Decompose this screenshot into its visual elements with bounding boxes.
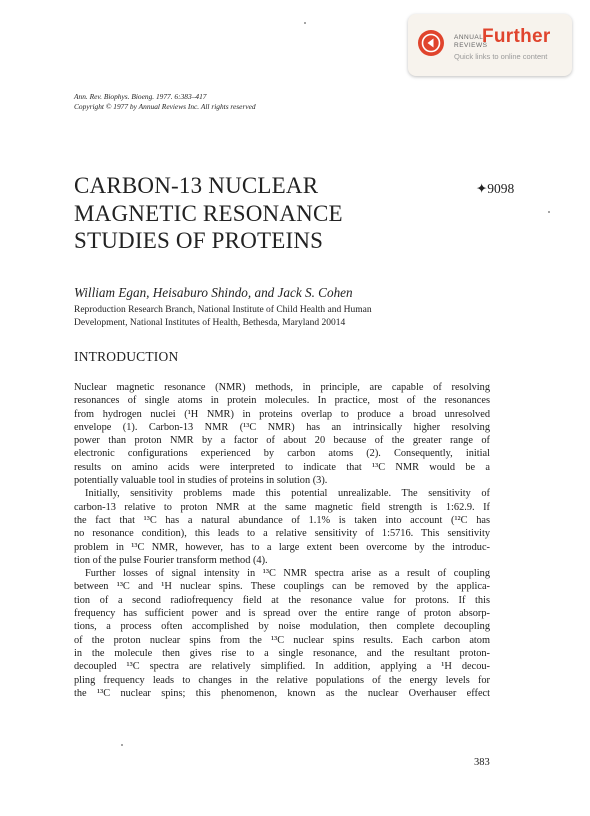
- body-line: resonances of single atoms in protein molecules. In practice, most of the resonances: [74, 395, 490, 407]
- affiliation-line: Development, National Institutes of Health, Bethesda, Maryland 20014: [74, 318, 346, 328]
- affiliation-line: Reproduction Research Branch, National Institute of Child Health and Human: [74, 305, 372, 315]
- body-line: frequency has sufficient power and is spread over the entire range of proton absorp-: [74, 608, 490, 620]
- article-title: [74, 172, 404, 255]
- body-line: no resonance condition), this leads to a relative sensitivity of 1:5716. This sensitivity: [74, 528, 490, 540]
- title-line: MAGNETIC RESONANCE: [74, 200, 343, 226]
- body-line: of the proton nuclear spins from the ¹³C nuclear spins results. Each carbon atom: [74, 634, 490, 646]
- body-line: the ¹³C nuclear spins; this phenomenon, known as the nuclear Overhauser effect: [74, 687, 490, 699]
- body-line: electronic configurations experienced by carbon atoms (2). Consequently, initial: [74, 448, 490, 460]
- further-label: Further: [482, 26, 551, 47]
- annual-reviews-further-banner[interactable]: [408, 14, 572, 76]
- body-line: decoupled ¹³C spectra are relatively simplified. In addition, applying a ¹H decou-: [74, 661, 490, 673]
- quick-links-label: Quick links to online content: [454, 52, 548, 61]
- annual-label: ANNUAL: [454, 34, 484, 41]
- body-line: tion of a second radiofrequency field at the resonance value for protons. If this: [74, 594, 490, 606]
- body-line: problem in ¹³C NMR, however, has to a large extent been overcome by the introduc-: [74, 541, 490, 553]
- body-line: in the molecule then gives rise to a single resonance, and the resultant proton-: [74, 647, 490, 659]
- scan-speck: [121, 744, 123, 746]
- body-line: tions, a process often accomplished by noise modulation, then complete decoupling: [74, 621, 490, 633]
- body-line: pling frequency leads to changes in the relative populations of the energy levels for: [74, 674, 490, 686]
- body-line: envelope (1). Carbon-13 NMR (¹³C NMR) has an intrinsically higher resolving: [74, 421, 490, 433]
- body-line: Initially, sensitivity problems made this potential unrealizable. The sensitivity of: [85, 488, 490, 500]
- author-list: William Egan, Heisaburo Shindo, and Jack S. Cohen: [74, 285, 353, 300]
- body-line: Nuclear magnetic resonance (NMR) methods, in principle, are capable of resolving: [74, 382, 490, 393]
- section-heading: INTRODUCTION: [74, 349, 179, 364]
- document-number: ✦9098: [476, 181, 515, 196]
- journal-citation: [74, 92, 256, 112]
- body-line: carbon-13 relative to proton NMR at the same magnetic field strength is 1:62.9. If: [74, 501, 490, 513]
- title-line: STUDIES OF PROTEINS: [74, 228, 324, 253]
- further-logo-icon: [418, 30, 444, 56]
- reviews-label: REVIEWS: [454, 42, 488, 49]
- author-affiliation: [74, 304, 372, 330]
- body-line: Further losses of signal intensity in ¹³C NMR spectra arise as a result of coupling: [85, 568, 490, 580]
- body-line: tion of the pulse Fourier transform method (4).: [74, 554, 268, 566]
- body-line: between ¹³C and ¹H nuclear spins. These couplings can be removed by the applica-: [74, 581, 490, 593]
- body-line: power than proton NMR by a factor of about 20 because of the greater range of: [74, 435, 490, 447]
- title-line: CARBON-13 NUCLEAR: [74, 173, 319, 198]
- body-text: [74, 381, 490, 700]
- body-line: results on amino acids were interpreted to indicate that ¹³C NMR would be a: [74, 461, 490, 473]
- scan-speck: [304, 22, 306, 24]
- scan-speck: [548, 211, 550, 213]
- page-number: 383: [474, 757, 490, 768]
- body-line: the fact that ¹³C has a natural abundance of 1.1% is taken into account (¹²C has: [74, 514, 490, 526]
- body-line: potentially valuable tool in studies of proteins in solution (3).: [74, 475, 328, 487]
- citation-line: Ann. Rev. Biophys. Bioeng. 1977. 6:383–417: [74, 92, 207, 101]
- copyright-line: Copyright © 1977 by Annual Reviews Inc. All rights reserved: [74, 102, 256, 111]
- body-line: from hydrogen nuclei (¹H NMR) in proteins overlap to produce a broad unresolved: [74, 408, 490, 420]
